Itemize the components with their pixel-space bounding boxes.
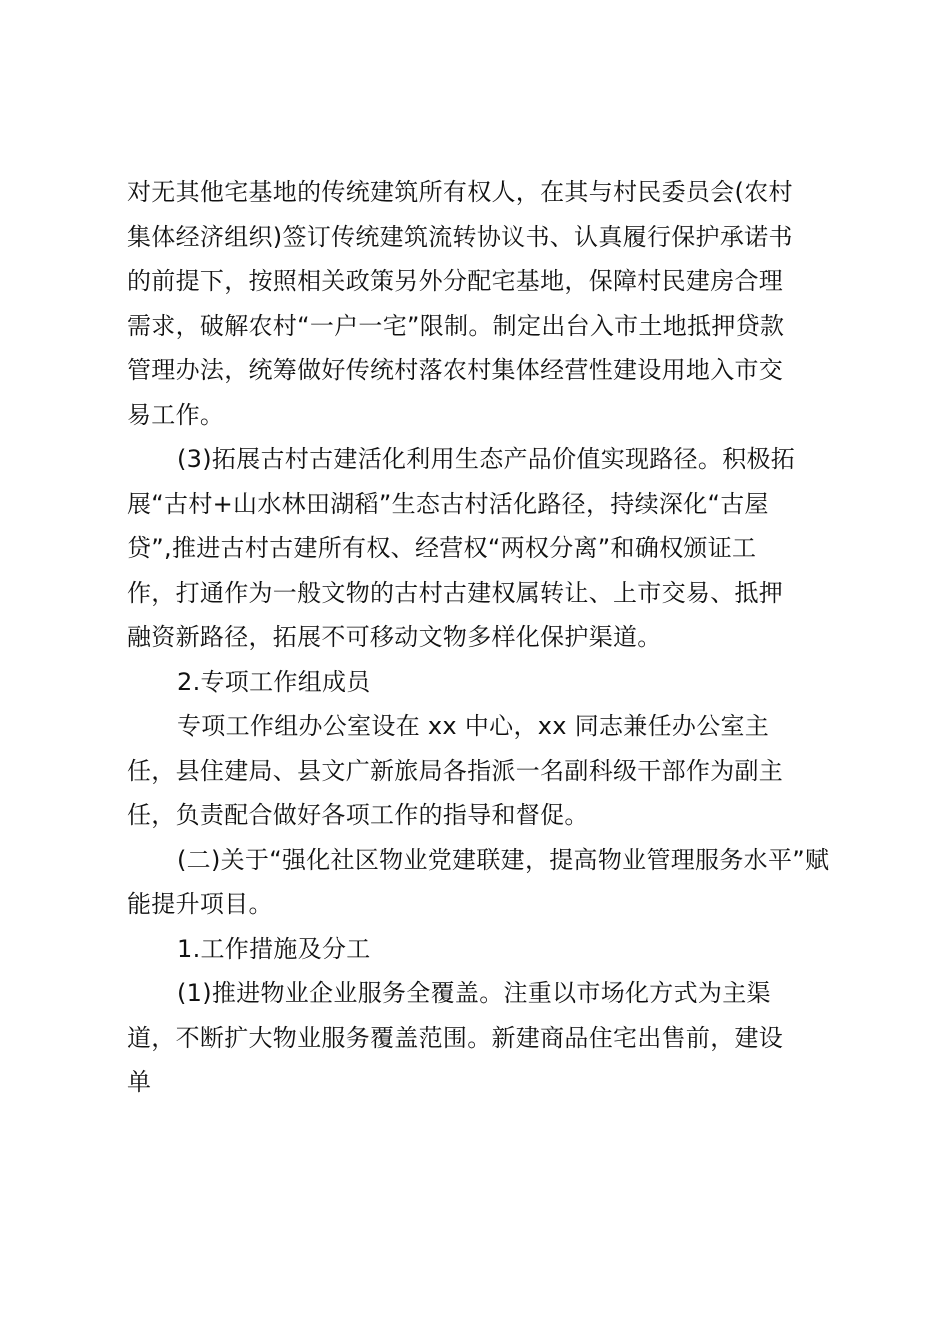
paragraph-line: (1)推进物业企业服务全覆盖。注重以市场化方式为主渠 (177, 979, 771, 1007)
paragraph-line: 的前提下，按照相关政策另外分配宅基地，保障村民建房合理 (127, 267, 784, 295)
paragraph-line: 管理办法，统筹做好传统村落农村集体经营性建设用地入市交 (127, 356, 784, 384)
paragraph-line: 贷”,推进古村古建所有权、经营权“两权分离”和确权颁证工 (127, 534, 757, 562)
paragraph-line: 单 (127, 1068, 152, 1096)
paragraph-line: 展“古村+山水林田湖稻”生态古村活化路径，持续深化“古屋 (127, 489, 769, 518)
section-heading: 能提升项目。 (127, 890, 273, 918)
paragraph-line: 集体经济组织)签订传统建筑流转协议书、认真履行保护承诺书 (127, 222, 793, 251)
paragraph-line: 专项工作组办公室设在 xx 中心，xx 同志兼任办公室主 (177, 712, 770, 740)
section-heading: 1.工作措施及分工 (177, 934, 371, 963)
paragraph-line: (3)拓展古村古建活化利用生态产品价值实现路径。积极拓 (177, 445, 796, 473)
paragraph-line: 任，县住建局、县文广新旅局各指派一名副科级干部作为副主 (127, 756, 784, 785)
paragraph-line: 易工作。 (127, 400, 225, 429)
section-heading: 2.专项工作组成员 (177, 667, 371, 696)
paragraph-line: 需求，破解农村“一户一宅”限制。制定出台入市土地抵押贷款 (127, 311, 785, 340)
paragraph-line: 作，打通作为一般文物的古村古建权属转让、上市交易、抵押 (127, 578, 784, 607)
paragraph-line: 融资新路径，拓展不可移动文物多样化保护渠道。 (127, 623, 662, 651)
paragraph-line: 道，不断扩大物业服务覆盖范围。新建商品住宅出售前，建设 (127, 1023, 784, 1052)
document-body (127, 170, 830, 1105)
paragraph-line: 任，负责配合做好各项工作的指导和督促。 (127, 801, 589, 829)
paragraph-line: 对无其他宅基地的传统建筑所有权人，在其与村民委员会(农村 (127, 178, 793, 206)
section-heading: (二)关于“强化社区物业党建联建，提高物业管理服务水平”赋 (177, 845, 830, 874)
